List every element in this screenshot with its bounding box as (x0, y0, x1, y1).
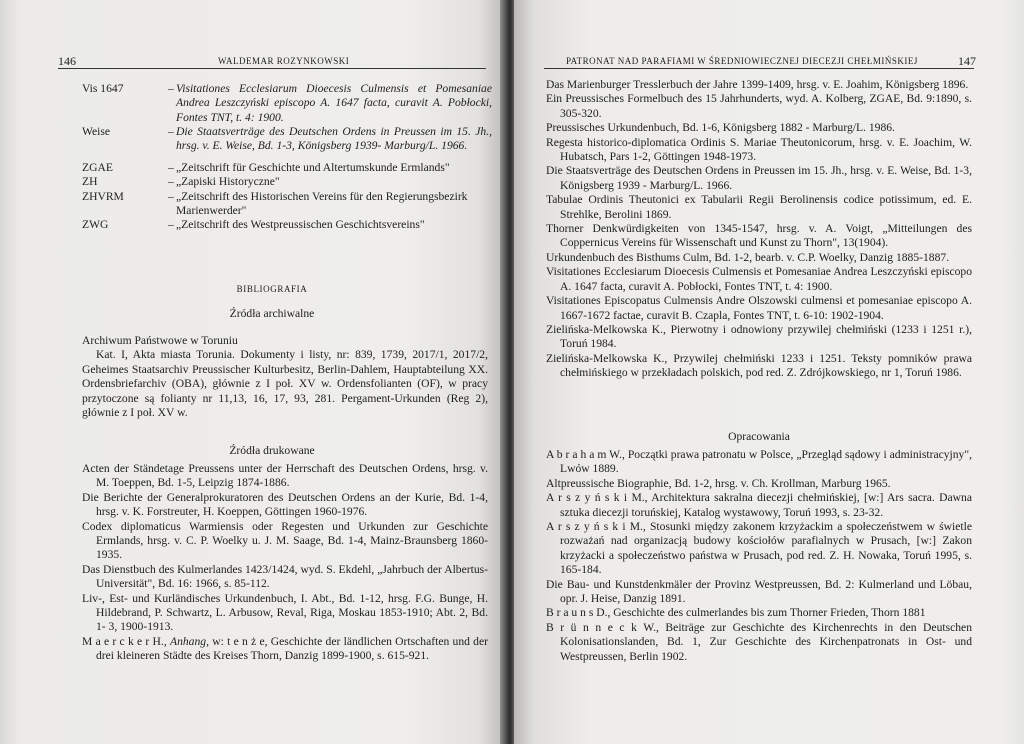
abbr-dash: – (168, 82, 174, 95)
entry-text: Die Bau- und Kunstdenkmäler der Provinz Westpreussen, Bd. 2: Kulmerland und Löbau, opr. J. Heise, Danzig 1891. (546, 577, 972, 606)
header-rule-left (58, 68, 486, 69)
bibliography-entry: Zielińska-Melkowska K., Przywilej chełmiński 1233 i 1251. Teksty pomników prawa chełmińskiego w przekładach polskich, pod red. Z. Zdrójkowskiego, nr 1, Toruń 1986. (546, 351, 972, 380)
entry-title: Anhang, (170, 634, 209, 648)
bibliography-heading: BIBLIOGRAFIA (236, 284, 308, 294)
entry-author: B r ü n n e c k W., (546, 620, 659, 634)
page-number-right: 147 (958, 54, 976, 68)
bibliography-entry: Acten der Ständetage Preussens unter der Herrschaft des Deutschen Ordens, hrsg. v. M. Toeppen, Bd. 1-5, Leipzig 1874-1886. (82, 462, 488, 490)
bibliography-entry: Liv-, Est- und Kurländisches Urkundenbuch, I. Abt., Bd. 1-12, hrsg. F.G. Bunge, H. Hildebrand, P. Schwartz, L. Arbusow, Reval, Riga, Moskau 1853-1910; Abt. 2, Bd. 1- 3, 1900-1913. (82, 591, 488, 634)
entry-text: Stosunki między zakonem krzyżackim a społeczeństwem w świetle rozważań nad organizacją budowy kościołów parafialnych w Prusach, [w:] Zakon krzyżacki a społeczeństwo państwa w Prusach, pod red. Z. H. Nowaka, Toruń 1995, s. 165-184. (560, 520, 972, 577)
running-head-right: PATRONAT NAD PARAFIAMI W ŚREDNIOWIECZNEJ DIECEZJI CHEŁMIŃSKIEJ (566, 56, 918, 66)
abbr-dash: – (168, 125, 174, 138)
bibliography-entry: Das Dienstbuch des Kulmerlandes 1423/1424, wyd. S. Ekdehl, „Jahrbuch der Albertus-Universität", Bd. 16: 1966, s. 85-112. (82, 562, 488, 591)
abbr-key: Vis 1647 (82, 82, 124, 95)
bibliography-entry: Ein Preussisches Formelbuch des 15 Jahrhunderts, wyd. A. Kolberg, ZGAE, Bd. 9:1890, s. 305-320. (546, 92, 972, 120)
bibliography-entry: Urkundenbuch des Bisthums Culm, Bd. 1-2, bearb. v. C.P. Woelky, Danzig 1885-1887. (546, 250, 950, 264)
abbr-key: ZGAE (82, 161, 113, 174)
entry-author: A b r a h a m W., (546, 448, 625, 461)
bibliography-entry: Zielińska-Melkowska K., Pierwotny i odnowiony przywilej chełmiński (1233 i 1251 r.), Toruń 1984. (546, 322, 972, 351)
bibliography-entry (546, 491, 972, 520)
bibliography-entry (546, 606, 972, 620)
bibliography-entry: Thorner Denkwürdigkeiten von 1345-1547, hrsg. v. A. Voigt, „Mitteilungen des Coppernicus Vereins für Wissenschaft und Kunst zu Thorn", 13(1904). (546, 222, 972, 250)
bibliography-entry: Visitationes Ecclesiarum Dioecesis Culmensis et Pomesaniae Andrea Leszczyński episcopo A. 1647 facta, curavit A. Pobłocki, Fontes TNT, t. 4: 1900. (546, 265, 972, 293)
abbr-text: Die Staatsverträge des Deutschen Ordens in Preussen im 15. Jh., hrsg. v. E. Weise, Bd. 1-3, Königsberg 1939- Marburg/L. 1966. (176, 125, 492, 153)
header-rule-right (544, 68, 974, 69)
entry-text: Architektura sakralna diecezji chełmińskiej, [w:] Ars sacra. Dawna sztuka diecezji toruńskiej, Katalog wystawowy, Toruń 1993, s. 23-32. (560, 491, 972, 519)
archive-name: Archiwum Państwowe w Toruniu (82, 334, 238, 347)
entry-text: Altpreussische Biographie, Bd. 1-2, hrsg. v. Ch. Krollman, Marburg 1965. (546, 476, 891, 490)
entry-author: A r s z y ń s k i M., (546, 520, 646, 534)
printed-sources-heading: Źródła drukowane (229, 444, 315, 457)
bibliography-entry: Das Marienburger Tresslerbuch der Jahre 1399-1409, hrsg. v. E. Joahim, Königsberg 1896. (546, 78, 969, 91)
abbr-text: „Zapiski Historyczne" (176, 175, 280, 188)
abbr-key: ZHVRM (82, 190, 124, 203)
printed-sources-continued (546, 78, 972, 381)
bibliography-entry: Tabulae Ordinis Theutonici ex Tabularii Regii Berolinensis codice potissimum, ed. E. Strehlke, Berolini 1869. (546, 193, 972, 221)
entry-author: B r a u n s D., (546, 606, 611, 620)
abbr-text: Visitationes Ecclesiarum Dioecesis Culmensis et Pomesaniae Andrea Leszczyński episcopo A. 1647 facta, curavit A. Pobłocki, Fontes TNT, t. 4: 1900. (176, 82, 492, 124)
bibliography-entry (82, 635, 488, 664)
abbr-dash: – (168, 190, 174, 203)
archival-sources-heading: Źródła archiwalne (229, 307, 315, 320)
archival-section (82, 334, 488, 420)
right-page (514, 0, 1024, 744)
entry-text: Geschichte des culmerlandes bis zum Thorner Frieden, Thorn 1881 (610, 606, 926, 620)
abbr-dash: – (168, 175, 174, 188)
abbr-key: ZH (82, 175, 98, 188)
archive-text: Kat. I, Akta miasta Torunia. Dokumenty i listy, nr: 839, 1739, 2017/1, 2017/2, Geheimes Staatsarchiv Preussischer Kulturbesitz, Berlin-Dahlem, Hauptabteilung XX. Ordensbriefarchiv (OBA), głównie z I poł. XV w. Ordensfolianten (OF), w pracy przytoczone są folianty nr 11,13, 16, 17, 93, 281. Pergament-Urkunden (Reg 2), głównie z I poł. XV w. (82, 348, 488, 420)
studies-list (546, 448, 972, 664)
bibliography-entry: Regesta historico-diplomatica Ordinis S. Mariae Theutonicorum, hrsg. v. E. Joachim, W. Hubatsch, Pars 1-2, Göttingen 1948-1973. (546, 135, 972, 164)
bibliography-entry (546, 448, 972, 477)
printed-sources-list (82, 462, 488, 664)
abbr-dash: – (168, 161, 174, 174)
entry-author: A r s z y ń s k i M., (546, 491, 648, 505)
bibliography-entry: Visitationes Episcopatus Culmensis Andre Olszowski culmensi et pomesaniae episcopo A. 1667-1672 factae, curavit B. Czapla, Fontes TNT, t. 6-10: 1902-1904. (546, 294, 972, 322)
abbr-text: „Zeitschrift des Historischen Vereins für den Regierungsbezirk Marienwerder" (176, 190, 468, 218)
abbr-text: „Zeitschrift für Geschichte und Altertumskunde Ermlands" (176, 161, 450, 174)
bibliography-entry (546, 477, 972, 491)
bibliography-entry (546, 621, 972, 664)
entry-author: M a e r c k e r H., (82, 634, 167, 648)
running-head-left: WALDEMAR ROZYNKOWSKI (218, 56, 350, 66)
abbr-key: ZWG (82, 218, 109, 231)
bibliography-entry: Codex diplomaticus Warmiensis oder Regesten und Urkunden zur Geschichte Ermlands, hrsg. v. C. P. Woelky u. J. M. Saage, Bd. 1-4, Mainz-Braunsberg 1860-1935. (82, 519, 488, 562)
abbr-text: „Zeitschrift des Westpreussischen Geschichtsvereins" (176, 218, 425, 231)
bibliography-entry (546, 578, 972, 607)
studies-heading: Opracowania (728, 430, 790, 443)
bibliography-entry: Preussisches Urkundenbuch, Bd. 1-6, Königsberg 1882 - Marburg/L. 1986. (546, 121, 895, 135)
entry-text: Beiträge zur Geschichte des Kirchenrechts in den Deutschen Kolonisationslanden, Bd. 1, Zur Geschichte des Kirchenpatronats in Ost- und Westpreussen, Berlin 1902. (560, 620, 972, 663)
bibliography-entry: Die Berichte der Generalprokuratoren des Deutschen Ordens an der Kurie, Bd. 1-4, hrsg. v. K. Forstreuter, H. Koeppen, Göttingen 1960-1976. (82, 490, 488, 519)
entry-text: w: t e n ż e, Geschichte der ländlichen Ortschaften und der drei kleineren Städte des Kreises Thorn, Danzig 1899-1900, s. 615-921. (96, 634, 488, 663)
page-number-left: 146 (58, 54, 76, 68)
bibliography-entry (546, 520, 972, 578)
abbr-key: Weise (82, 125, 111, 138)
abbr-dash: – (168, 218, 174, 231)
bibliography-entry: Die Staatsverträge des Deutschen Ordens in Preussen im 15. Jh., hrsg. v. E. Weise, Bd. 1-3, Königsberg 1939 - Marburg/L. 1966. (546, 164, 972, 192)
left-page (0, 0, 504, 744)
entry-text: Początki prawa patronatu w Polsce, „Przegląd sądowy i administracyjny", Lwów 1889. (560, 448, 972, 476)
